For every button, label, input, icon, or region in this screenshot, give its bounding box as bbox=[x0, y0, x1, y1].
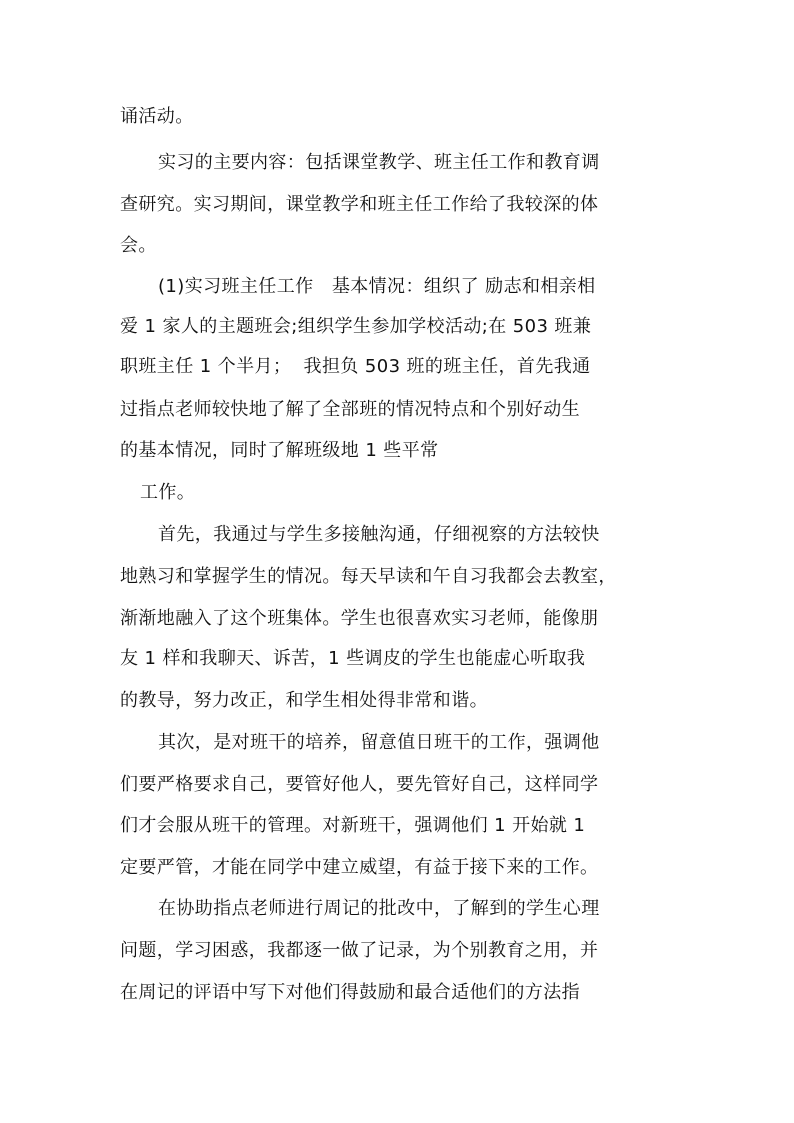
text-line: 会。 bbox=[120, 235, 157, 256]
text-line: 职班主任 1 个半月； 我担负 503 班的班主任，首先我通 bbox=[120, 356, 591, 377]
text-line: 查研究。实习期间，课堂教学和班主任工作给了我较深的体 bbox=[120, 194, 599, 215]
text-line: 定要严管，才能在同学中建立威望，有益于接下来的工作。 bbox=[120, 857, 599, 878]
text-line: 的教导，努力改正，和学生相处得非常和谐。 bbox=[120, 690, 488, 711]
text-line: 首先，我通过与学生多接触沟通，仔细视察的方法较快 bbox=[158, 524, 600, 545]
text-line: 问题，学习困惑，我都逐一做了记录，为个别教育之用，并 bbox=[120, 940, 599, 961]
text-line: 们才会服从班干的管理。对新班干，强调他们 1 开始就 1 bbox=[120, 815, 586, 836]
text-line: 们要严格要求自己，要管好他人，要先管好自己，这样同学 bbox=[120, 774, 599, 795]
text-line: 渐渐地融入了这个班集体。学生也很喜欢实习老师，能像朋 bbox=[120, 608, 599, 629]
text-line: 在周记的评语中写下对他们得鼓励和最合适他们的方法指 bbox=[120, 982, 580, 1003]
text-line: 友 1 样和我聊天、诉苦，1 些调皮的学生也能虚心听取我 bbox=[120, 648, 586, 669]
text-line: (1)实习班主任工作 基本情况：组织了 励志和相亲相 bbox=[158, 276, 596, 297]
text-line: 诵活动。 bbox=[120, 106, 194, 127]
text-line: 实习的主要内容：包括课堂教学、班主任工作和教育调 bbox=[158, 152, 600, 173]
text-line: 其次，是对班干的培养，留意值日班干的工作，强调他 bbox=[158, 732, 600, 753]
text-line: 过指点老师较快地了解了全部班的情况特点和个别好动生 bbox=[120, 399, 580, 420]
text-line: 地熟习和掌握学生的情况。每天早读和午自习我都会去教室， bbox=[120, 566, 617, 587]
text-line: 在协助指点老师进行周记的批改中，了解到的学生心理 bbox=[158, 898, 600, 919]
text-line: 工作。 bbox=[140, 482, 196, 503]
text-line: 的基本情况，同时了解班级地 1 些平常 bbox=[120, 440, 439, 461]
text-line: 爱 1 家人的主题班会;组织学生参加学校活动;在 503 班兼 bbox=[120, 316, 592, 337]
